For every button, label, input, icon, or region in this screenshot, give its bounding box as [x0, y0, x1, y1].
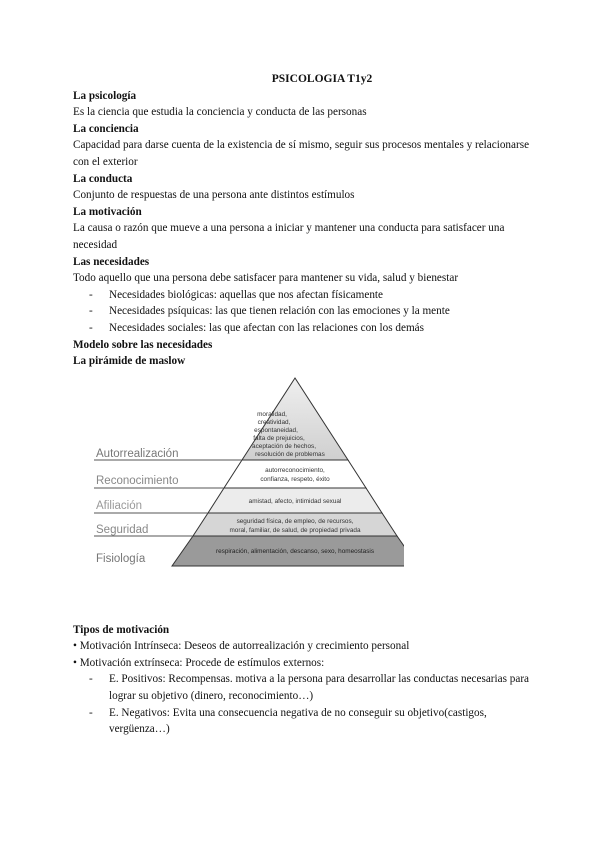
document-body — [73, 71, 531, 738]
pyramid-label-autorrealizacion: Autorrealización — [96, 447, 179, 460]
heading-conducta: La conducta — [73, 172, 133, 185]
necesidades-list — [73, 287, 531, 337]
dash-marker: - — [89, 673, 93, 686]
heading-motivacion: La motivación — [73, 205, 142, 218]
list-item-text: Necesidades biológicas: aquellas que nos afectan físicamente — [109, 288, 383, 301]
heading-modelo: Modelo sobre las necesidades — [73, 338, 213, 351]
pyramid-content-line: respiración, alimentación, descanso, sexo, homeostasis — [215, 547, 375, 555]
text-conciencia: Capacidad para darse cuenta de la existencia de sí mismo, seguir sus procesos mentales y relacionarse con el exterior — [73, 139, 530, 168]
pyramid-content-line: espontaneidad, — [254, 426, 298, 434]
pyramid-label-afiliacion: Afiliación — [96, 499, 143, 512]
pyramid-level-reconocimiento — [224, 460, 366, 488]
list-item-text: Necesidades sociales: las que afectan con las relaciones con los demás — [109, 321, 424, 334]
pyramid-content-line: seguridad física, de empleo, de recursos, — [236, 517, 354, 525]
pyramid-label-fisiologia: Fisiología — [96, 552, 146, 565]
pyramid-content-line: moral, familiar, de salud, de propiedad privada — [229, 526, 361, 534]
list-item — [73, 303, 531, 320]
pyramid-content-line: moralidad, — [257, 410, 287, 418]
list-item — [73, 320, 531, 337]
dash-marker: - — [89, 321, 93, 334]
bullet-extrinseca: • Motivación extrínseca: Procede de estímulos externos: — [73, 656, 325, 669]
list-item — [73, 705, 531, 738]
tipos-list — [73, 671, 531, 737]
heading-conciencia: La conciencia — [73, 122, 139, 135]
list-item — [73, 671, 531, 704]
pyramid-content-line: confianza, respeto, éxito — [260, 475, 330, 483]
pyramid-label-reconocimiento: Reconocimiento — [96, 474, 179, 487]
heading-psicologia: La psicología — [73, 89, 137, 102]
text-psicologia: Es la ciencia que estudia la conciencia y conducta de las personas — [73, 106, 367, 119]
text-motivacion: La causa o razón que mueve a una persona a iniciar y mantener una conducta para satisfacer una necesidad — [73, 222, 505, 251]
dash-marker: - — [89, 305, 93, 318]
pyramid-content-line: autorreconocimiento, — [265, 466, 325, 474]
pyramid-content-line: amistad, afecto, intimidad sexual — [248, 497, 342, 505]
list-item-text: E. Positivos: Recompensas. motiva a la persona para desarrollar las conductas necesarias para lograr su objetivo (dinero, reconocimiento…) — [109, 673, 530, 703]
maslow-pyramid — [94, 376, 404, 572]
pyramid-content-line: creatividad, — [257, 418, 291, 426]
heading-necesidades: Las necesidades — [73, 255, 150, 268]
list-item — [73, 287, 531, 304]
text-necesidades: Todo aquello que una persona debe satisfacer para mantener su vida, salud y bienestar — [73, 272, 459, 285]
dash-marker: - — [89, 706, 93, 719]
list-item-text: E. Negativos: Evita una consecuencia negativa de no conseguir su objetivo(castigos, vergüenza…) — [109, 706, 487, 736]
pyramid-content-line: falta de prejuicios, — [253, 434, 305, 442]
heading-tipos: Tipos de motivación — [73, 623, 170, 636]
document-title: PSICOLOGIA T1y2 — [271, 73, 373, 85]
spacer — [73, 572, 531, 622]
text-conducta: Conjunto de respuestas de una persona ante distintos estímulos — [73, 189, 355, 202]
subheading-piramide: La pirámide de maslow — [73, 355, 186, 368]
list-item-text: Necesidades psíquicas: las que tienen relación con las emociones y la mente — [109, 305, 450, 318]
dash-marker: - — [89, 288, 93, 301]
pyramid-content-line: aceptación de hechos, — [252, 442, 316, 450]
bullet-intrinseca: • Motivación Intrínseca: Deseos de autorrealización y crecimiento personal — [73, 640, 410, 653]
pyramid-content-line: resolución de problemas — [255, 450, 325, 458]
pyramid-label-seguridad: Seguridad — [96, 523, 149, 536]
